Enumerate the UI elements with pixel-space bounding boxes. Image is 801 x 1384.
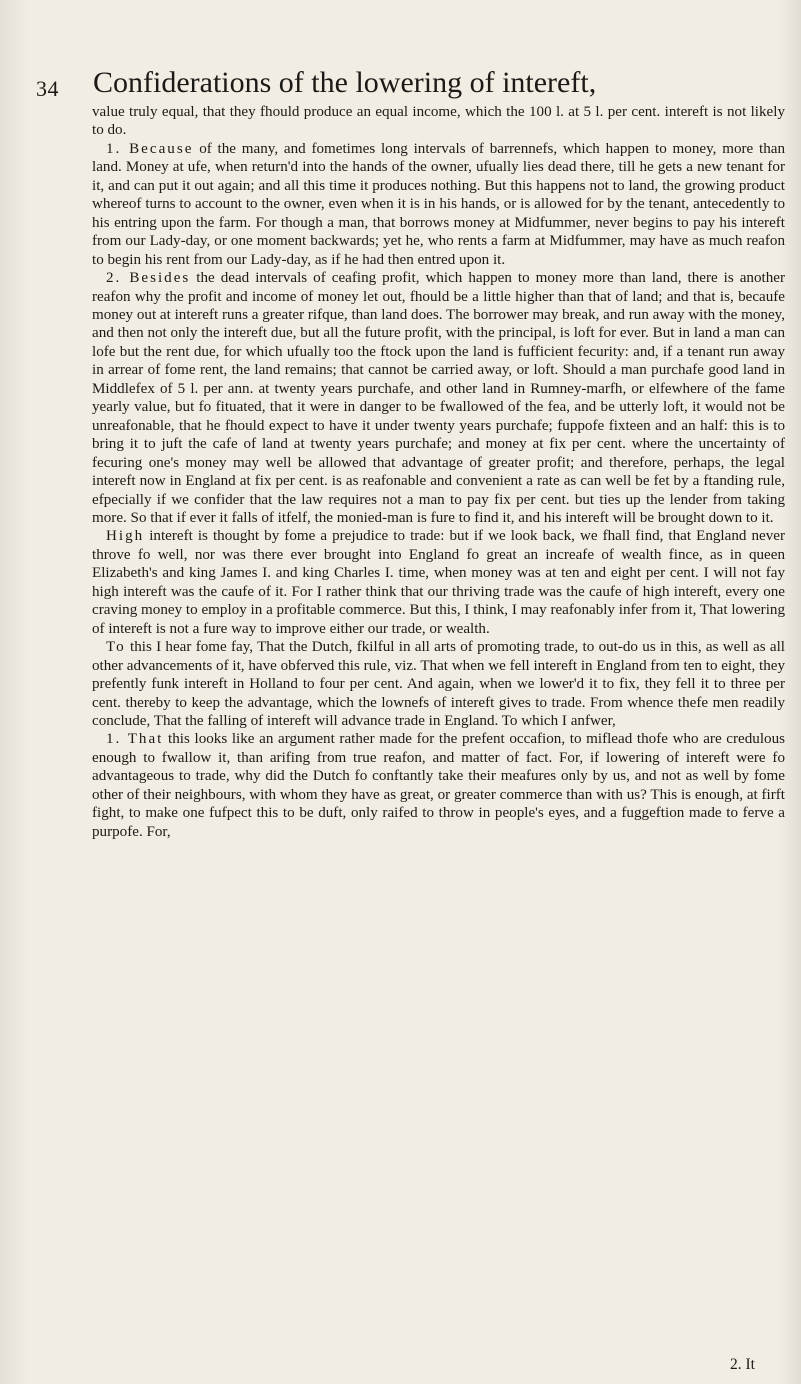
paragraph-because [92, 140, 785, 269]
paragraph-text: this looks like an argument rather made for the prefent occafion, to miflead thofe who are credulous enough to fwallow it, than arifing from true reafon, and matter of fact. For, if lowering of intereft were fo advantageous to trade, why did the Dutch fo conftantly take their meafures only by us, and not as well by fome other of their neighbours, with whom they have as great, or greater commerce than with us? This is enough, at firft fight, to make one fufpect this to be duft, only raifed to throw in people's eyes, and a fuggeftion made to ferve a purpofe. For, [92, 731, 785, 840]
paragraph-lead: 2. Besides [106, 270, 191, 287]
paragraph-lead: To [106, 639, 126, 656]
paragraph-high [92, 527, 785, 638]
page-number: 34 [36, 76, 59, 101]
paragraph-lead: 1. That [106, 731, 164, 748]
paragraph-text: this I hear fome fay, That the Dutch, fkilful in all arts of promoting trade, to out-do us in this, as well as all other advancements of it, have obferved this rule, viz. That when we fell intereft in England from ten to eight, they prefently funk intereft in Holland to four per cent. And again, when we lower'd it to fix, they fell it to three per cent. thereby to keep the advantage, which the lownefs of intereft gives to trade. From whence thefe men readily conclude, That the falling of intereft will advance trade in England. To which I anfwer, [92, 639, 785, 729]
body-text [92, 103, 785, 841]
paragraph-to [92, 638, 785, 730]
paragraph-continuation [92, 103, 785, 140]
page-header [36, 60, 776, 100]
paragraph-text: value truly equal, that they fhould produce an equal income, which the 100 l. at 5 l. per cent. intereft is not likely to do. [92, 104, 785, 139]
paragraph-besides [92, 269, 785, 527]
paragraph-text: the dead intervals of ceafing profit, which happen to money more than land, there is another reafon why the profit and income of money let out, fhould be a little higher than that of land; and that is, becaufe money out at intereft runs a greater rifque, than land does. The borrower may break, and run away with the money, and then not only the intereft due, but all the future profit, with the principal, is loft for ever. But in land a man can lofe but the rent due, for which ufually too the ftock upon the land is fufficient fecurity: and, if a tenant run away in arrear of fome rent, the land remains; that cannot be carried away, or loft. Should a man purchafe good land in Middlefex of 5 l. per ann. at twenty years purchafe, and other land in Rumney-marfh, or elfewhere of the fame yearly value, but fo fituated, that it were in danger to be fwallowed of the fea, and be utterly loft, it would not be unreafonable, that he fhould expect to have it under twenty years purchafe; fuppofe fixteen and an half: this is to bring it to juft the cafe of land at twenty years purchafe; and money at fix per cent. where the uncertainty of fecuring one's money may well be allowed that advantage of greater profit; and therefore, perhaps, the legal intereft now in England at fix per cent. is as reafonable and convenient a rate as can well be fet by a ftanding rule, efpecially if we confider that the law requires not a man to pay fix per cent. but ties up the lender from taking more. So that if ever it falls of itfelf, the monied-man is fure to find it, and his intereft will be brought down to it. [92, 270, 785, 526]
running-title: Confiderations of the lowering of intereft, [93, 66, 597, 99]
paragraph-that [92, 730, 785, 841]
catchword: 2. It [730, 1356, 755, 1373]
paragraph-lead: High [106, 528, 145, 545]
paragraph-text: intereft is thought by fome a prejudice to trade: but if we look back, we fhall find, that England never throve fo well, nor was there ever brought into England fo great an increafe of wealth fince, as in queen Elizabeth's and king James I. and king Charles I. time, when money was at ten and eight per cent. I will not fay high intereft was the caufe of it. For I rather think that our thriving trade was the caufe of high intereft, every one craving money to employ in a profitable commerce. But this, I think, I may reafonably infer from it, That lowering of intereft is not a fure way to improve either our trade, or wealth. [92, 528, 785, 637]
paragraph-text: of the many, and fometimes long intervals of barrennefs, which happen to money, more than land. Money at ufe, when return'd into the hands of the owner, ufually lies dead there, till he gets a new tenant for it, and can put it out again; and all this time it produces nothing. But this happens not to land, the growing product whereof turns to account to the owner, even when it is in his hands, or is allowed for by the tenant, antecedently to his entring upon the farm. For though a man, that borrows money at Midfummer, never begins to pay his intereft from our Lady-day, or one moment backwards; yet he, who rents a farm at Midfummer, may have as much reafon to begin his rent from our Lady-day, as if he had then entred upon it. [92, 140, 785, 268]
paragraph-lead: 1. Because [106, 140, 194, 157]
